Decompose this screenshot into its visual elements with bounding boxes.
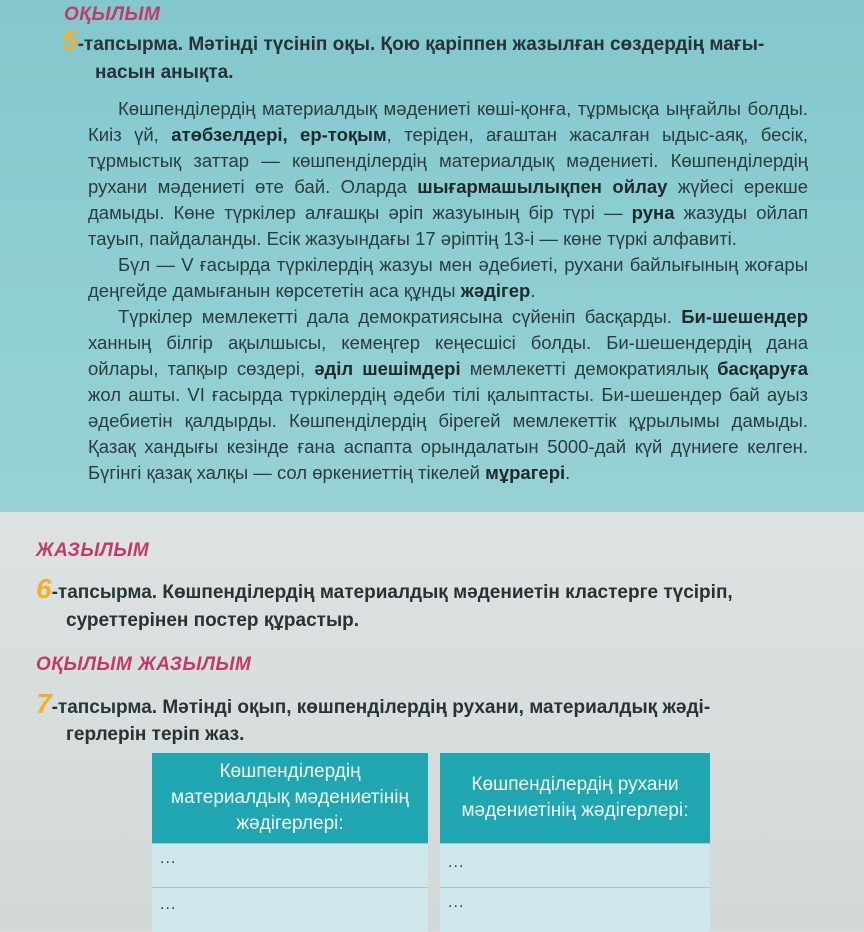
bold-term: жәдігер: [460, 280, 531, 301]
section-label-writing: ЖАЗЫЛЫМ: [36, 540, 150, 561]
task-6-tag: -тапсырма.: [51, 582, 158, 603]
task-7-tag: -тапсырма.: [51, 697, 158, 718]
task-6-number: 6: [36, 573, 52, 604]
task-5-heading-cont: насын анықта.: [95, 62, 234, 83]
text-run: .: [530, 280, 536, 301]
section-label-reading: ОҚЫЛЫМ: [64, 4, 161, 25]
bold-term: мұрагері: [485, 462, 566, 483]
paragraph-1: [88, 96, 808, 252]
bold-term: шығармашылықпен ойлау: [417, 176, 668, 197]
spiritual-answer-dots-1: ...: [448, 854, 465, 871]
text-run: жазуды ойлап тауып, пайдаланды. Есік жазуындағы 17 әріптің 13-і — көне түркі алфавиті.: [88, 202, 808, 249]
text-run: мемлекетті демократиялық: [460, 358, 718, 379]
spiritual-heritage-card: [440, 753, 710, 931]
task-7-text: Мәтінді оқып, көшпенділердің рухани, материалдық жәді-: [162, 697, 711, 718]
paragraph-3: [88, 304, 808, 486]
bold-term: руна: [631, 202, 675, 223]
paragraph-2: [88, 252, 808, 304]
task-5-text: Мәтінді түсініп оқы. Қою қаріппен жазылған сөздердің мағы-: [188, 34, 765, 55]
task-5-heading: [62, 26, 802, 60]
material-answer-line-1[interactable]: [152, 843, 428, 888]
material-answer-dots-2: ...: [160, 896, 177, 913]
task-5-tag: -тапсырма.: [77, 34, 184, 55]
spiritual-answer-line-2[interactable]: [440, 887, 710, 932]
text-run: Көшпенділердің материалдық мәдениеті көші-қонға, тұрмысқа ыңғайлы болды. Киіз үй,: [88, 98, 808, 145]
spiritual-heritage-card-title: Көшпенділердің рухани мәдениетінің жәдігерлері:: [440, 753, 710, 843]
material-heritage-card: [152, 753, 428, 931]
task-7-number: 7: [36, 688, 52, 719]
text-run: жүйесі ерекше дамыды. Көне түркілер алғашқы әріп жазуының бір түрі —: [88, 176, 808, 223]
text-run: ханның білгір ақылшысы, кемеңгер кеңесшісі болды. Би-шешендердің дана ойлары, тапқыр сөздері,: [88, 332, 808, 379]
material-heritage-card-title: Көшпенділердің материалдық мәдениетінің жәдігерлері:: [152, 753, 428, 843]
task-5-number: 5: [62, 25, 78, 56]
task-6-text: Көшпенділердің материалдық мәдениетін кластерге түсіріп,: [162, 582, 733, 603]
task-7-heading: [36, 689, 836, 723]
bold-term: әділ шешімдері: [314, 358, 461, 379]
task-6-heading: [36, 574, 826, 608]
spiritual-answer-dots-2: ...: [448, 894, 465, 911]
material-answer-line-2[interactable]: [152, 887, 428, 932]
reading-text: [88, 96, 808, 486]
task-6-heading-cont: суреттерінен постер құрастыр.: [66, 610, 360, 631]
text-run: жол ашты. VI ғасырда түркілердің әдеби тілі қалыптасты. Би-шешендер бай ауыз әдебиетін қалдырды. Көшпенділердің бірегей мемлекеттік құрылымы дамыды. Қазақ хандығы кезінде ғана аспапта орындалатын 5000-дай күй дүниеге келген. Бүгінгі қазақ халқы — сол өркениеттің тікелей: [88, 384, 808, 483]
text-run: , теріден, ағаштан жасалған ыдыс-аяқ, бесік, тұрмыстық заттар — көшпенділердің материалдық мәдениеті. Көшпенділердің рухани мәдениеті өте бай. Оларда: [88, 124, 808, 197]
spiritual-answer-line-1[interactable]: [440, 843, 710, 888]
text-run: Бүл — V ғасырда түркілердің жазуы мен әдебиеті, рухани байлығының жоғары деңгейде дамығанын көрсететін аса құнды: [88, 254, 808, 301]
text-run: Түркілер мемлекетті дала демократиясына сүйеніп басқарды.: [118, 306, 682, 327]
material-answer-dots-1: ...: [160, 850, 177, 867]
section-label-reading-writing: ОҚЫЛЫМ ЖАЗЫЛЫМ: [36, 654, 252, 675]
bold-term: атөбзелдері, ер-тоқым: [171, 124, 387, 145]
text-run: .: [565, 462, 571, 483]
bold-term: Би-шешендер: [681, 306, 808, 327]
bold-term: басқаруға: [717, 358, 808, 379]
task-7-heading-cont: герлерін теріп жаз.: [66, 724, 245, 745]
